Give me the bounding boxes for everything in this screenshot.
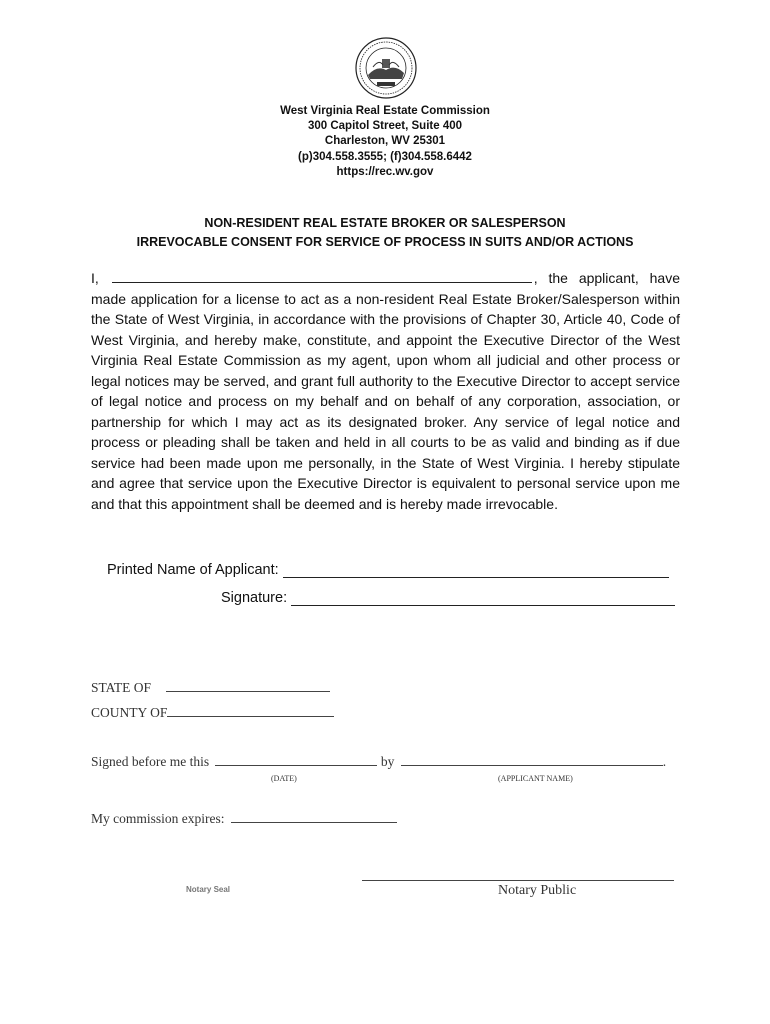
signed-before-row — [91, 753, 666, 770]
org-name: West Virginia Real Estate Commission — [280, 105, 490, 117]
address-line-2: Charleston, WV 25301 — [324, 135, 446, 148]
county-row — [91, 704, 334, 721]
by-label: by — [380, 754, 395, 769]
document-title — [0, 214, 770, 251]
commission-row — [91, 810, 397, 827]
printed-name-label: Printed Name of Applicant: — [107, 562, 279, 578]
county-blank[interactable] — [167, 704, 334, 717]
printed-name-line[interactable] — [283, 563, 669, 578]
body-start: I, — [91, 270, 99, 286]
state-blank[interactable] — [166, 679, 330, 692]
applicant-name-notary-blank[interactable] — [401, 753, 663, 766]
letterhead — [0, 104, 770, 180]
period: . — [662, 754, 667, 769]
notary-seal-label: Notary Seal — [186, 885, 231, 894]
address-line-1: 300 Capitol Street, Suite 400 — [307, 120, 463, 133]
county-label: COUNTY OF — [91, 705, 168, 720]
state-label: STATE OF — [91, 680, 152, 695]
signature-label: Signature: — [221, 590, 288, 606]
state-seal-icon — [355, 37, 417, 99]
signature-row — [221, 590, 675, 606]
date-caption: (DATE) — [271, 774, 297, 783]
notary-signature-line[interactable] — [362, 880, 674, 881]
applicant-name-caption: (APPLICANT NAME) — [498, 774, 573, 783]
title-line-1: NON-RESIDENT REAL ESTATE BROKER OR SALESPERSON — [204, 216, 566, 230]
phone-fax: (p)304.558.3555; (f)304.558.6442 — [298, 150, 472, 163]
notary-public-label: Notary Public — [498, 883, 577, 898]
signature-line[interactable] — [291, 591, 675, 606]
applicant-name-blank[interactable] — [112, 270, 532, 283]
body-text: , the applicant, have made application for a license to act as a non-resident Real Estate Broker/Salesperson within the State of West Virginia, in accordance with the provisions of Chapter 30, Article 40, Code of West Virginia, and hereby make, constitute, and appoint the Executive Director of the West Virginia Real Estate Commission as my agent, upon whom all judicial and other process or legal notices may be served, and grant full authority to the Executive Director to accept service of legal notice and process on my behalf and on behalf of any corporation, association, or partnership for which I may act as its designated broker. Any service of legal notice and process or pleading shall be taken and held in all courts to be as valid and binding as if due service had been made upon me personally, in the State of West Virginia. I hereby stipulate and agree that service upon the Executive Director is equivalent to personal service upon me and that this appointment shall be deemed and is hereby made irrevocable. — [91, 270, 681, 512]
date-blank[interactable] — [215, 753, 377, 766]
signed-before-label: Signed before me this — [91, 754, 210, 769]
title-line-2: IRREVOCABLE CONSENT FOR SERVICE OF PROCESS IN SUITS AND/OR ACTIONS — [136, 234, 634, 249]
state-row — [91, 679, 330, 696]
commission-label: My commission expires: — [91, 811, 225, 826]
consent-paragraph — [91, 268, 680, 514]
commission-blank[interactable] — [231, 810, 397, 823]
website: https://rec.wv.gov — [336, 165, 434, 178]
printed-name-row — [107, 562, 669, 578]
